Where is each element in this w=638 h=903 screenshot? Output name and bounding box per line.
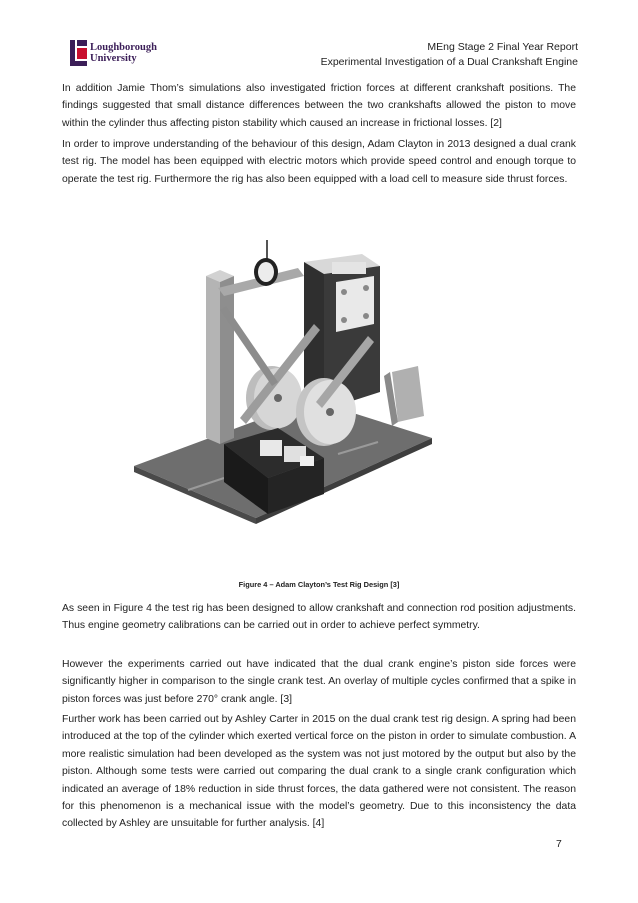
report-subtitle: Experimental Investigation of a Dual Crankshaft Engine <box>320 56 578 68</box>
paragraph-5: Further work has been carried out by Ashley Carter in 2015 on the dual crank test rig design. A spring had been introduced at the top of the cylinder which exerted vertical force on the piston in order to simulate combustion. A more realistic simulation had been developed as the system was not just motored by the output but also by the piston. Although some tests were carried out comparing the dual crank to a single crank configuration which indicated an average of 18% reduction in side thrust forces, the data gathered were not consistent. The reason for this phenomenon is a mechanical issue with the model’s geometry. Due to this inconsistency the data collected by Ashley are unsuitable for further analysis. [4] <box>62 714 576 830</box>
paragraph-4: However the experiments carried out have indicated that the dual crank engine’s piston side forces were significantly higher in comparison to the single crank test. An overlay of multiple cycles confirmed that a spike in piston forces was just before 270° crank angle. [3] <box>62 659 576 705</box>
report-header-text <box>321 40 578 70</box>
paragraph-1: In addition Jamie Thom’s simulations also investigated friction forces at different crankshaft positions. The findings suggested that small distance differences between the two crankshafts allowed the piston to move within the cylinder thus affecting piston stability which caused an increase in frictional losses. [2] <box>62 83 576 129</box>
university-crest-icon <box>70 40 87 66</box>
logo-text <box>90 42 157 64</box>
test-rig-figure <box>128 232 438 552</box>
figure-caption: Figure 4 – Adam Clayton’s Test Rig Design [3] <box>238 580 400 589</box>
page-header <box>62 36 578 72</box>
university-logo <box>70 40 180 68</box>
paragraph-2: In order to improve understanding of the behaviour of this design, Adam Clayton in 2013 designed a dual crank test rig. The model has been equipped with electric motors which provide speed control and enough torque to operate the test rig. Furthermore the rig has also been equipped with a load cell to measure side thrust forces. <box>62 139 576 185</box>
page-number: 7 <box>556 839 562 850</box>
logo-line-2: University <box>90 53 137 64</box>
paragraph-3: As seen in Figure 4 the test rig has been designed to allow crankshaft and connection rod position adjustments. Thus engine geometry calibrations can be carried out in order to achieve perfect symmetry. <box>62 603 576 632</box>
report-title: MEng Stage 2 Final Year Report <box>427 41 578 53</box>
logo-line-1: Loughborough <box>90 42 157 53</box>
